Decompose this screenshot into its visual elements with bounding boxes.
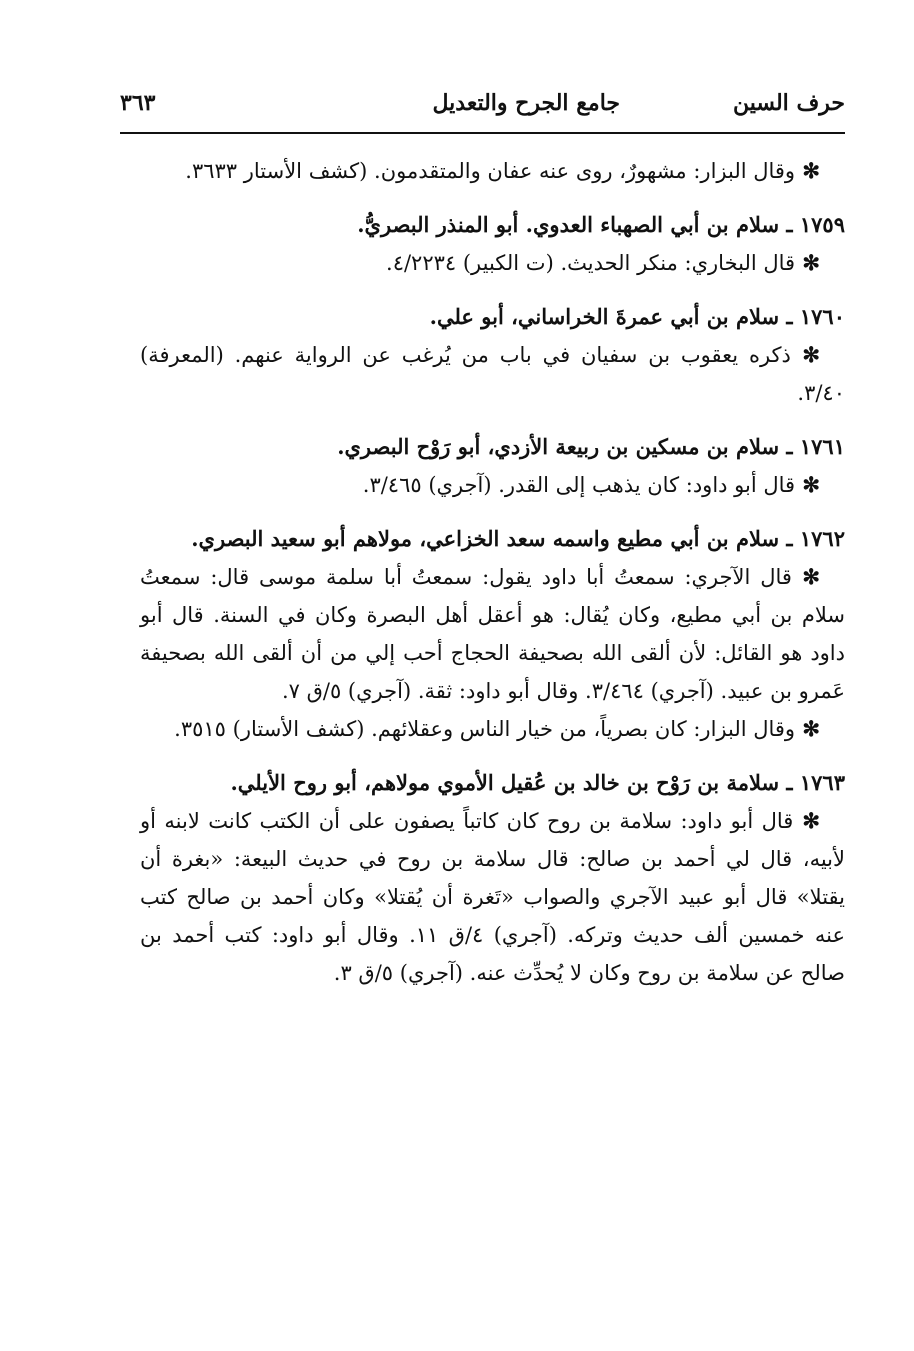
- narrator-entry-heading: ١٧٥٩ ـ سلام بن أبي الصهباء العدوي. أبو المنذر البصريُّ.: [357, 212, 845, 237]
- page-number: ٣٦٣: [120, 90, 156, 116]
- narrator-entry-heading: ١٧٦١ ـ سلام بن مسكين بن ربيعة الأزدي، أبو رَوْح البصري.: [337, 434, 845, 459]
- narrator-entry-heading: ١٧٦٠ ـ سلام بن أبي عمرةَ الخراساني، أبو علي.: [429, 304, 845, 329]
- asterisk-icon: ✻: [793, 808, 820, 833]
- narrator-note: ✻ قال أبو داود: كان يذهب إلى القدر. (آجري) ٣/٤٦٥.: [362, 472, 820, 497]
- entry-number: ١٧٦١: [799, 434, 845, 459]
- page-body: [140, 152, 845, 992]
- page-header: [120, 85, 845, 125]
- narrator-entry-heading: ١٧٦٢ ـ سلام بن أبي مطيع واسمه سعد الخزاعي، مولاهم أبو سعيد البصري.: [191, 526, 845, 551]
- narrator-note: ✻ قال البخاري: منكر الحديث. (ت الكبير) ٤/٢٢٣٤.: [386, 250, 820, 275]
- narrator-note: ✻ وقال البزار: مشهورٌ، روى عنه عفان والمتقدمون. (كشف الأستار ٣٦٣٣.: [185, 158, 820, 183]
- asterisk-icon: ✻: [791, 564, 820, 589]
- asterisk-icon: ✻: [795, 158, 820, 183]
- narrator-note: ✻ وقال البزار: كان بصرياً، من خيار الناس وعقلائهم. (كشف الأستار) ٣٥١٥.: [174, 716, 820, 741]
- narrator-note: ✻ قال أبو داود: سلامة بن روح كان كاتباً يصفون على أن الكتب كانت لابنه أو لأبيه، قال لي أحمد بن صالح: قال سلامة بن روح في حديث البيعة: «بغرة أن يقتلا» قال أبو عبيد الآجري والصواب «تَغرة أن يُقتلا» وكان أحمد بن صالح كتب عنه خمسين ألف حديث وتركه. (آجري) ٤/ق ١١. وقال أبو داود: كتب أحمد بن صالح عن سلامة بن روح وكان لا يُحدِّث عنه. (آجري) ٥/ق ٣.: [140, 808, 845, 985]
- asterisk-icon: ✻: [795, 250, 820, 275]
- narrator-note: ✻ قال الآجري: سمعتُ أبا داود يقول: سمعتُ أبا سلمة موسى قال: سمعتُ سلام بن أبي مطيع، وكان يُقال: هو أعقل أهل البصرة وكان في السنة. قال أبو داود هو القائل: لأن ألقى الله بصحيفة الحجاج أحب إلي من أن ألقى الله بصحيفة عَمرو بن عبيد. (آجري) ٣/٤٦٤. وقال أبو داود: ثقة. (آجري) ٥/ق ٧.: [140, 564, 845, 703]
- entry-number: ١٧٦٣: [799, 770, 845, 795]
- narrator-note: ✻ ذكره يعقوب بن سفيان في باب من يُرغب عن الرواية عنهم. (المعرفة) ٣/٤٠.: [140, 342, 845, 405]
- entry-title: سلام بن أبي الصهباء العدوي. أبو المنذر البصريُّ.: [357, 212, 780, 237]
- entry-title: سلامة بن رَوْح بن خالد بن عُقيل الأموي مولاهم، أبو روح الأيلي.: [230, 770, 780, 795]
- header-rule: [120, 132, 845, 134]
- entry-title: سلام بن أبي عمرةَ الخراساني، أبو علي.: [429, 304, 780, 329]
- asterisk-icon: ✻: [795, 472, 820, 497]
- asterisk-icon: ✻: [795, 716, 820, 741]
- narrator-entry-heading: ١٧٦٣ ـ سلامة بن رَوْح بن خالد بن عُقيل الأموي مولاهم، أبو روح الأيلي.: [230, 770, 845, 795]
- entry-number: ١٧٥٩: [799, 212, 845, 237]
- asterisk-icon: ✻: [790, 342, 820, 367]
- book-title: جامع الجرح والتعديل: [432, 90, 620, 116]
- entry-number: ١٧٦٠: [799, 304, 845, 329]
- entry-title: سلام بن مسكين بن ربيعة الأزدي، أبو رَوْح البصري.: [337, 434, 780, 459]
- entry-title: سلام بن أبي مطيع واسمه سعد الخزاعي، مولاهم أبو سعيد البصري.: [191, 526, 780, 551]
- entry-number: ١٧٦٢: [799, 526, 845, 551]
- chapter-heading: حرف السين: [732, 90, 845, 116]
